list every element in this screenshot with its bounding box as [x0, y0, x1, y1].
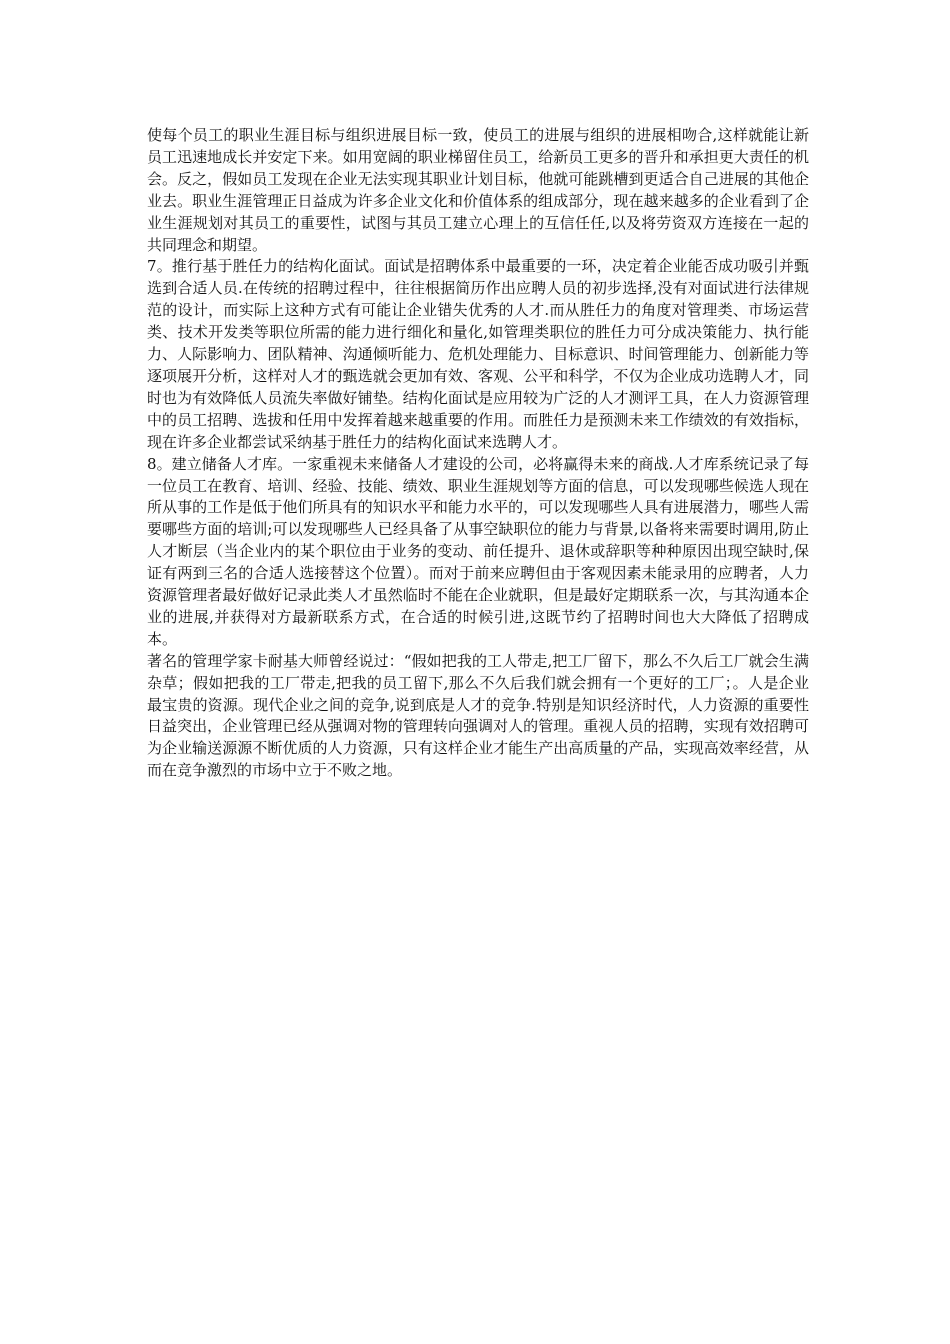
- paragraph-structured-interview: 7。推行基于胜任力的结构化面试。面试是招聘体系中最重要的一环，决定着企业能否成功吸引并甄选到合适人员.在传统的招聘过程中，往往根据简历作出应聘人员的初步选择,没有对面试进行法律规范的设计，而实际上这种方式有可能让企业错失优秀的人才.而从胜任力的角度对管理类、市场运营类、技术开发类等职位所需的能力进行细化和量化,如管理类职位的胜任力可分成决策能力、执行能力、人际影响力、团队精神、沟通倾听能力、危机处理能力、目标意识、时间管理能力、创新能力等逐项展开分析，这样对人才的甄选就会更加有效、客观、公平和科学，不仅为企业成功选聘人才，同时也为有效降低人员流失率做好铺垫。结构化面试是应用较为广泛的人才测评工具，在人力资源管理中的员工招聘、选拔和任用中发挥着越来越重要的作用。而胜任力是预测未来工作绩效的有效指标，现在许多企业都尝试采纳基于胜任力的结构化面试来选聘人才。: [147, 257, 809, 451]
- paragraph-career-management: 使每个员工的职业生涯目标与组织进展目标一致，使员工的进展与组织的进展相吻合,这样就能让新员工迅速地成长并安定下来。如用宽阔的职业梯留住员工，给新员工更多的晋升和承担更大责任的机会。反之，假如员工发现在企业无法实现其职业计划目标，他就可能跳槽到更适合自己进展的其他企业去。职业生涯管理正日益成为许多企业文化和价值体系的组成部分，现在越来越多的企业看到了企业生涯规划对其员工的重要性，试图与其员工建立心理上的互信任任,以及将劳资双方连接在一起的共同理念和期望。: [147, 126, 809, 254]
- document-page: [147, 125, 809, 782]
- paragraph-talent-pool: 8。建立储备人才库。一家重视未来储备人才建设的公司，必将赢得未来的商战.人才库系统记录了每一位员工在教育、培训、经验、技能、绩效、职业生涯规划等方面的信息，可以发现哪些候选人现在所从事的工作是低于他们所具有的知识水平和能力水平的，可以发现哪些人具有进展潜力，哪些人需要哪些方面的培训;可以发现哪些人已经具备了从事空缺职位的能力与背景,以备将来需要时调用,防止人才断层（当企业内的某个职位由于业务的变动、前任提升、退休或辞职等种种原因出现空缺时,保证有两到三名的合适人选接替这个位置）。而对于前来应聘但由于客观因素未能录用的应聘者，人力资源管理者最好做好记录此类人才虽然临时不能在企业就职，但是最好定期联系一次，与其沟通本企业的进展,并获得对方最新联系方式，在合适的时候引进,这既节约了招聘时间也大大降低了招聘成本。: [147, 454, 809, 648]
- paragraph-carnegie-quote: 著名的管理学家卡耐基大师曾经说过：“假如把我的工人带走,把工厂留下，那么不久后工厂就会生满杂草；假如把我的工厂带走,把我的员工留下,那么不久后我们就会拥有一个更好的工厂；。人是企业最宝贵的资源。现代企业之间的竞争,说到底是人才的竞争.特别是知识经济时代，人力资源的重要性日益突出，企业管理已经从强调对物的管理转向强调对人的管理。重视人员的招聘，实现有效招聘可为企业输送源源不断优质的人力资源，只有这样企业才能生产出高质量的产品，实现高效率经营，从而在竞争激烈的市场中立于不败之地。: [147, 651, 809, 780]
